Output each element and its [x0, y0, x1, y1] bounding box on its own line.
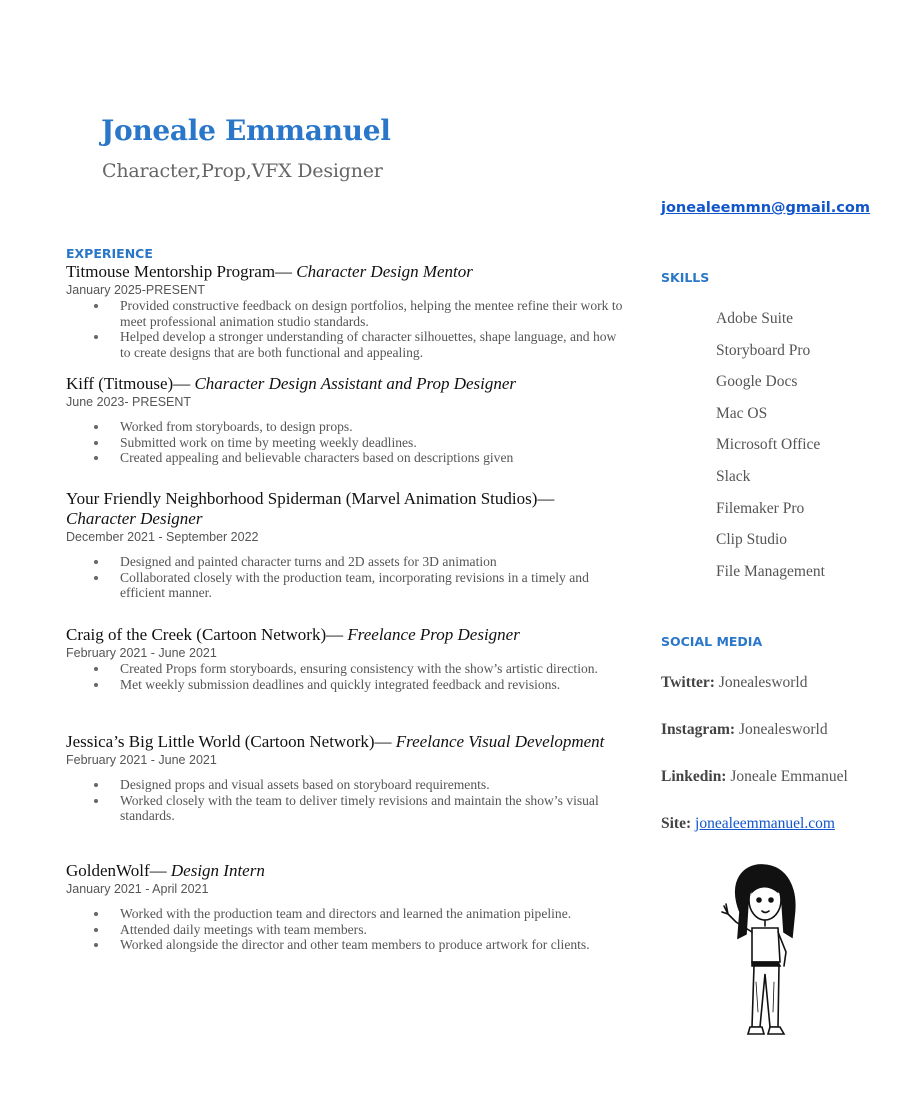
job-dates: January 2025-PRESENT [66, 283, 205, 297]
bullet-item: Created appealing and believable characters based on descriptions given [66, 450, 626, 466]
job-title [66, 489, 626, 529]
site-label: Site: [661, 815, 692, 832]
job-title [66, 861, 626, 881]
experience-entry [66, 262, 626, 360]
linkedin-name: Joneale Emmanuel [730, 768, 848, 785]
skill-item: File Management [716, 562, 825, 580]
job-organization: Jessica’s Big Little World (Cartoon Network)— [66, 732, 396, 751]
skills-heading: SKILLS [661, 270, 710, 285]
skill-item: Google Docs [716, 373, 798, 391]
job-role: Character Design Assistant and Prop Designer [194, 374, 517, 393]
bullet-item: Worked from storyboards, to design props. [66, 419, 626, 435]
job-title [66, 374, 626, 394]
job-organization: GoldenWolf— [66, 861, 171, 880]
job-role: Freelance Visual Development [395, 732, 605, 751]
skill-item: Filemaker Pro [716, 499, 805, 517]
job-title [66, 625, 626, 645]
experience-entry [66, 861, 626, 953]
job-organization: Kiff (Titmouse)— [66, 374, 195, 393]
job-dates: June 2023- PRESENT [66, 395, 192, 409]
twitter-handle: Jonealesworld [718, 674, 808, 691]
instagram-label: Instagram: [661, 721, 736, 738]
skill-item: Slack [716, 468, 751, 485]
skill-item: Adobe Suite [716, 310, 794, 327]
job-bullets [66, 554, 626, 601]
job-bullets [66, 906, 626, 953]
job-dates: December 2021 - September 2022 [66, 530, 259, 544]
skill-item: Mac OS [716, 404, 768, 422]
experience-heading: EXPERIENCE [66, 246, 153, 261]
job-role: Character Designer [66, 509, 203, 528]
job-bullets [66, 777, 626, 824]
bullet-item: Met weekly submission deadlines and quickly integrated feedback and revisions. [66, 677, 626, 693]
bullet-item: Helped develop a stronger understanding of character silhouettes, shape language, and how to create designs that are both functional and appealing. [66, 329, 626, 360]
job-organization: Titmouse Mentorship Program— [66, 262, 297, 281]
job-organization: Craig of the Creek (Cartoon Network)— [66, 625, 348, 644]
job-dates: February 2021 - June 2021 [66, 753, 217, 767]
job-role: Freelance Prop Designer [347, 625, 520, 644]
bullet-item: Created Props form storyboards, ensuring consistency with the show’s artistic direction. [66, 661, 626, 677]
job-role: Character Design Mentor [296, 262, 473, 281]
linkedin-label: Linkedin: [661, 768, 727, 785]
site-link[interactable]: jonealeemmanuel.com [695, 815, 835, 832]
bullet-item: Submitted work on time by meeting weekly deadlines. [66, 435, 626, 451]
job-bullets [66, 661, 626, 692]
social-heading: SOCIAL MEDIA [661, 634, 763, 649]
character-illustration [718, 862, 808, 1044]
skill-item: Storyboard Pro [716, 341, 811, 359]
bullet-item: Worked with the production team and directors and learned the animation pipeline. [66, 906, 626, 922]
twitter-label: Twitter: [661, 674, 715, 691]
bullet-item: Worked alongside the director and other team members to produce artwork for clients. [66, 937, 626, 953]
bullet-item: Worked closely with the team to deliver timely revisions and maintain the show’s visual standards. [66, 793, 626, 824]
bullet-item: Designed props and visual assets based on storyboard requirements. [66, 777, 626, 793]
social-instagram [661, 721, 828, 739]
job-dates: February 2021 - June 2021 [66, 646, 217, 660]
social-site [661, 815, 835, 833]
bullet-item: Attended daily meetings with team members. [66, 922, 626, 938]
bullet-item: Collaborated closely with the production team, incorporating revisions in a timely and efficient manner. [66, 570, 626, 601]
instagram-handle: Jonealesworld [738, 721, 828, 738]
job-bullets [66, 298, 626, 360]
experience-entry [66, 732, 626, 824]
experience-entry [66, 489, 626, 601]
email-link[interactable]: jonealeemmn@gmail.com [661, 200, 870, 216]
experience-entry [66, 625, 626, 692]
candidate-title: Character,Prop,VFX Designer [102, 160, 383, 182]
bullet-item: Designed and painted character turns and 2D assets for 3D animation [66, 554, 626, 570]
candidate-name: Joneale Emmanuel [101, 114, 391, 147]
social-twitter [661, 674, 807, 692]
job-bullets [66, 419, 626, 466]
skill-item: Microsoft Office [716, 436, 821, 454]
skill-item: Clip Studio [716, 531, 788, 549]
bullet-item: Provided constructive feedback on design portfolios, helping the mentee refine their work to meet professional animation studio standards. [66, 298, 626, 329]
job-title [66, 262, 626, 282]
job-dates: January 2021 - April 2021 [66, 882, 209, 896]
job-title [66, 732, 626, 752]
job-role: Design Intern [170, 861, 265, 880]
experience-entry [66, 374, 626, 466]
social-linkedin [661, 768, 848, 786]
job-organization: Your Friendly Neighborhood Spiderman (Marvel Animation Studios)— [66, 489, 555, 508]
